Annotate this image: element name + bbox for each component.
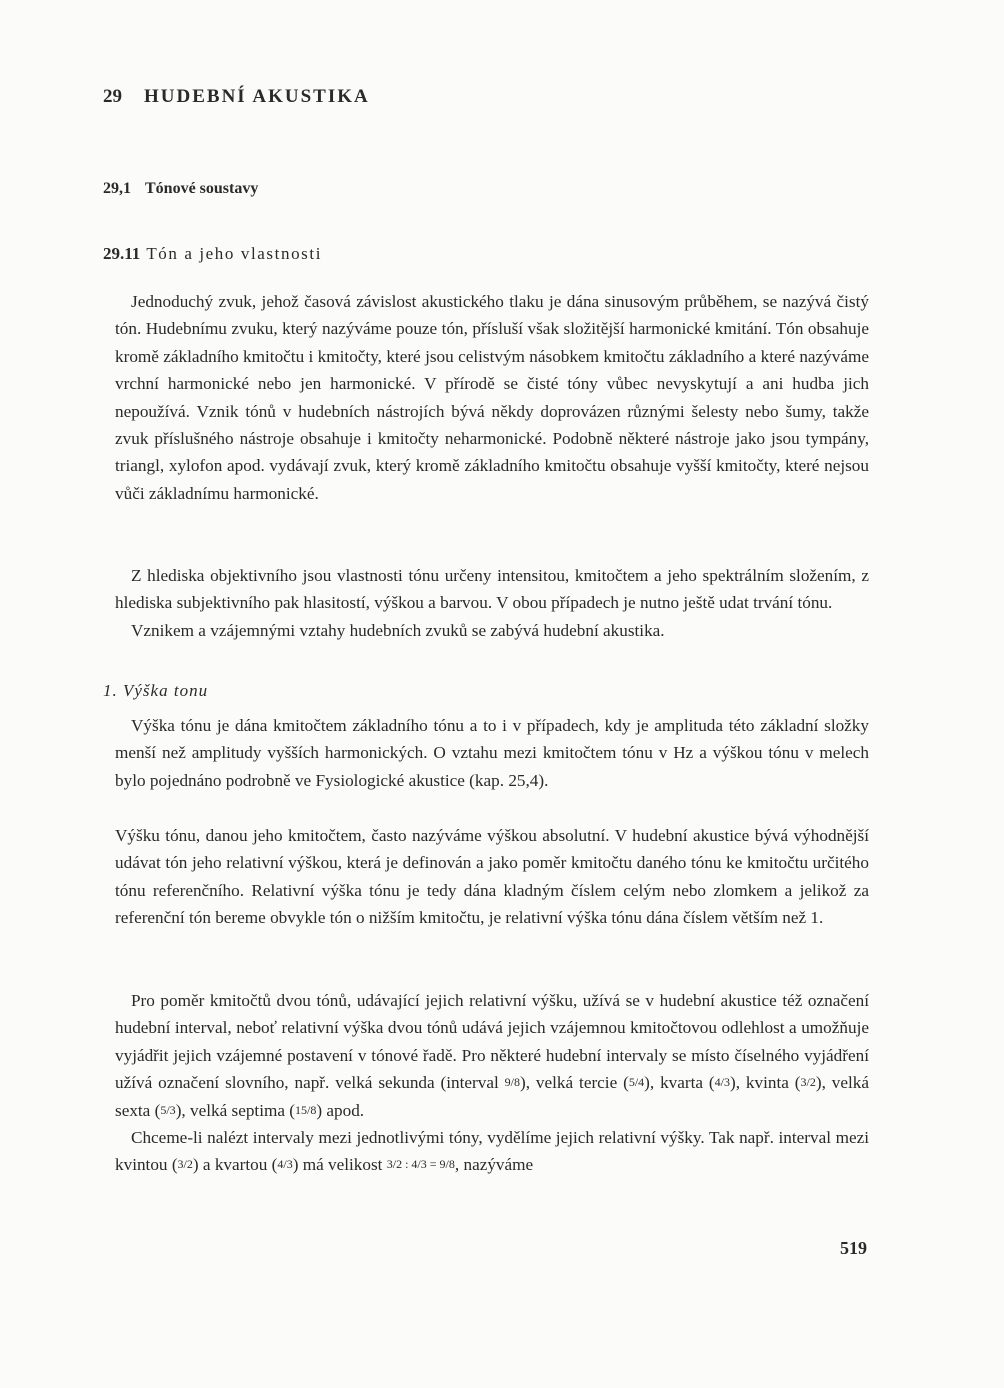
objective-text — [115, 562, 869, 644]
paragraph-musical-acoustics: Vznikem a vzájemnými vztahy hudebních zvuků se zabývá hudební akustika. — [131, 620, 665, 640]
fraction: 4/3 — [277, 1157, 293, 1172]
formula: 3/2 : 4/3 = 9/8 — [386, 1157, 455, 1172]
paragraph-interval: Pro poměr kmitočtů dvou tónů, udávající jejich relativní výšku, užívá se v hudební akustice též označení hudební interval, neboť relativní výška dvou tónů udává jejich vzájemnou kmitočtovou odlehlost a umožňuje vyjádřit jejich vzájemné postavení v tónové řadě. Pro některé hudební intervaly se místo číselného vyjádření užívá označení slovního, např. velká sekunda (interval 9/8), velká tercie (5/4), kvarta (4/3), kvinta (3/2), velká sexta (5/3), velká septima (15/8) apod. — [115, 991, 869, 1120]
paragraph-pure-tone: Jednoduchý zvuk, jehož časová závislost akustického tlaku je dána sinusovým průběhem, se nazývá čistý tón. Hudebnímu zvuku, který nazýváme pouze tón, přísluší však složitější harmonické kmitání. Tón obsahuje kromě základního kmitočtu i kmitočty, které jsou celistvým násobkem kmitočtu základního a které nazýváme vrchní harmonické nebo jen harmonické. V přírodě se čisté tóny vůbec nevyskytují a ani hudba jich nepoužívá. Vznik tónů v hudebních nástrojích bývá někdy doprovázen různými šelesty nebo šumy, takže zvuk příslušného nástroje obsahuje i kmitočty neharmonické. Podobně některé nástroje jako jsou tympány, triangl, xylofon apod. vydávají zvuk, který kromě základního kmitočtu obsahuje vyšší kmitočty, které nejsou vůči základnímu harmonické. — [115, 292, 869, 503]
chapter-title: HUDEBNÍ AKUSTIKA — [144, 86, 370, 107]
subsection-title: Tón a jeho vlastnosti — [146, 244, 323, 263]
fraction: 15/8 — [295, 1102, 317, 1117]
fraction: 3/2 — [800, 1075, 816, 1090]
fraction: 4/3 — [714, 1075, 730, 1090]
paragraph-objective: Z hlediska objektivního jsou vlastnosti tónu určeny intensitou, kmitočtem a jeho spektrálním složením, z hlediska subjektivního pak hlasitostí, výškou a barvou. V obou případech je nutno ještě udat trvání tónu. — [115, 566, 869, 613]
pitch-heading: 1. Výška tonu — [103, 681, 209, 700]
chapter-number: 29 — [103, 86, 122, 107]
paragraph-pitch: Výška tónu je dána kmitočtem základního tónu a to i v případech, kdy je amplituda této základní složky menší než amplitudy vyšších harmonických. O vztahu mezi kmitočtem tónu v Hz a výškou tónu v melech bylo pojednáno podrobně ve Fysiologické akustice (kap. 25,4). — [115, 716, 869, 790]
subsection-number: 29.11 — [103, 244, 141, 263]
section-title: Tónové soustavy — [145, 180, 259, 197]
relative-pitch-text — [115, 822, 869, 932]
paragraph-division: Chceme-li nalézt intervaly mezi jednotlivými tóny, vydělíme jejich relativní výšky. Tak např. interval mezi kvintou (3/2) a kvartou (4/3) má velikost 3/2 : 4/3 = 9/8, nazýváme — [115, 1128, 869, 1175]
page-number: 519 — [840, 1238, 867, 1258]
fraction: 5/3 — [160, 1102, 176, 1117]
fraction: 5/4 — [628, 1075, 645, 1090]
fraction: 9/8 — [504, 1075, 521, 1090]
pitch-text — [115, 712, 869, 794]
section-number: 29,1 — [103, 180, 131, 197]
interval-text — [115, 987, 869, 1179]
subsection-heading — [103, 244, 322, 264]
fraction: 3/2 — [177, 1157, 193, 1172]
section-heading — [103, 180, 258, 198]
paragraph-relative-pitch: Výšku tónu, danou jeho kmitočtem, často nazýváme výškou absolutní. V hudební akustice bývá výhodnější udávat tón jeho relativní výškou, která je definován a jako poměr kmitočtu daného tónu ke kmitočtu určitého tónu referenčního. Relativní výška tónu je tedy dána kladným číslem celým nebo zlomkem a jelikož za referenční tón bereme obvykle tón o nižším kmitočtu, je relativní výška tónu dána číslem větším než 1. — [115, 826, 869, 928]
chapter-heading — [103, 86, 370, 108]
intro-text — [115, 288, 869, 507]
